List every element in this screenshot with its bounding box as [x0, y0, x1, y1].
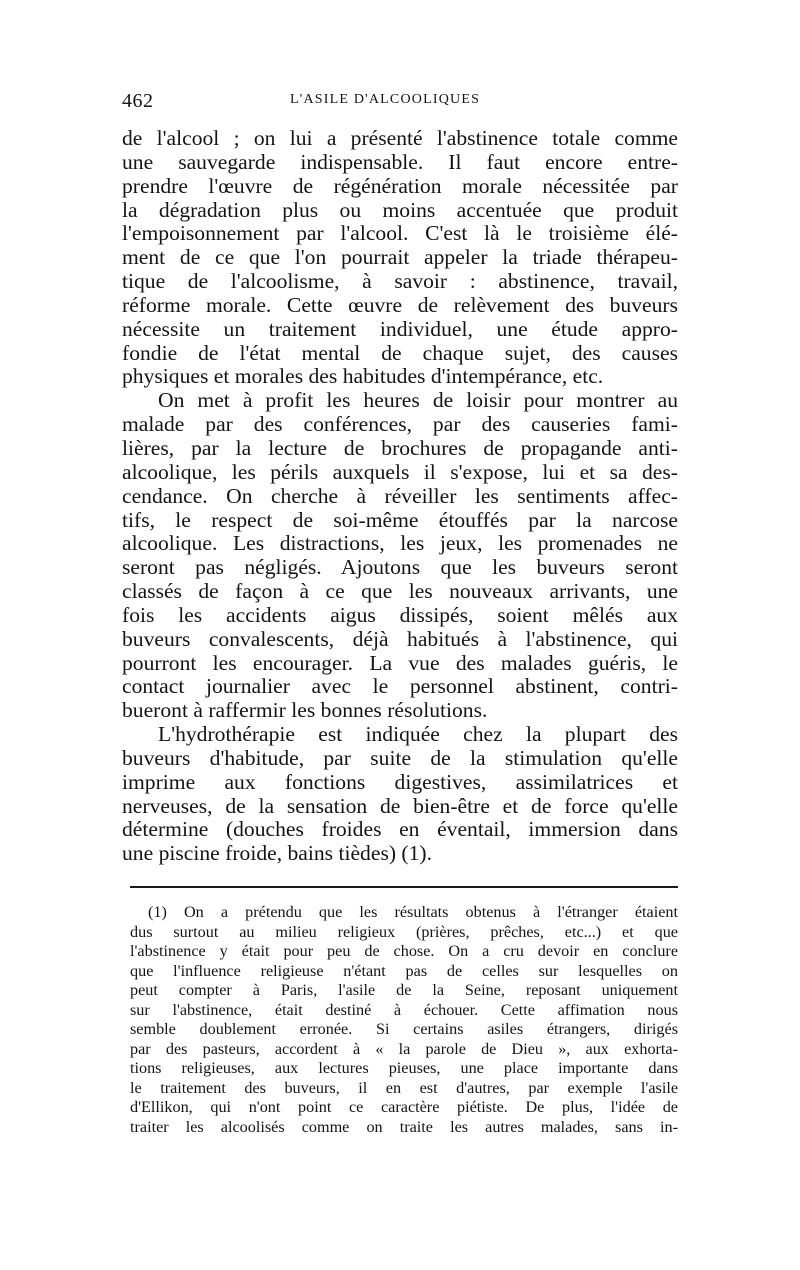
text-line: classés de façon à ce que les nouveaux arrivants, une: [122, 579, 678, 604]
text-line: tique de l'alcoolisme, à savoir : abstinence, travail,: [122, 269, 678, 294]
text-line: cendance. On cherche à réveiller les sentiments affec-: [122, 483, 678, 508]
footnote-line: (1) On a prétendu que les résultats obtenus à l'étranger étaient: [148, 903, 678, 921]
text-line: une sauvegarde indispensable. Il faut encore entre-: [122, 149, 678, 174]
text-line: malade par des conférences, par des causeries fami-: [122, 412, 678, 437]
text-line: L'hydrothérapie est indiquée chez la plupart des: [158, 722, 678, 747]
footnote-line: traiter les alcoolisés comme on traite les autres malades, sans in-: [130, 1118, 678, 1137]
main-text: [122, 127, 678, 866]
text-line: imprime aux fonctions digestives, assimilatrices et: [122, 769, 678, 794]
running-title: L'ASILE D'ALCOOLIQUES: [290, 92, 481, 107]
text-line: lières, par la lecture de brochures de propagande anti-: [122, 435, 678, 460]
text-line: buveurs d'habitude, par suite de la stimulation qu'elle: [122, 745, 678, 770]
footnote-line: semble doublement erronée. Si certains asiles étrangers, dirigés: [130, 1020, 678, 1039]
page-header: [122, 90, 678, 120]
text-line: fois les accidents aigus dissipés, soient mêlés aux: [122, 602, 678, 627]
text-line: une piscine froide, bains tièdes) (1).: [122, 841, 433, 866]
text-line: tifs, le respect de soi-même étouffés par la narcose: [122, 507, 678, 532]
footnote-line: que l'influence religieuse n'étant pas de celles sur lesquelles on: [130, 961, 678, 980]
text-line: contact journalier avec le personnel abstinent, contri-: [122, 674, 678, 699]
footnote-line: tions religieuses, aux lectures pieuses, une place importante dans: [130, 1059, 678, 1078]
text-line: l'empoisonnement par l'alcool. C'est là le troisième élé-: [122, 221, 678, 246]
text-line: prendre l'œuvre de régénération morale nécessitée par: [122, 173, 678, 198]
text-line: ment de ce que l'on pourrait appeler la triade thérapeu-: [122, 245, 678, 270]
footnote-line: le traitement des buveurs, il en est d'autres, par exemple l'asile: [130, 1078, 678, 1097]
footnote-line: par des pasteurs, accordent à « la parole de Dieu », aux exhorta-: [130, 1039, 678, 1058]
text-line: nerveuses, de la sensation de bien-être et de force qu'elle: [122, 793, 678, 818]
text-line: nécessite un traitement individuel, une étude appro-: [122, 316, 678, 341]
footnote-line: d'Ellikon, qui n'ont point ce caractère piétiste. De plus, l'idée de: [130, 1098, 678, 1117]
text-line: détermine (douches froides en éventail, immersion dans: [122, 817, 678, 842]
text-line: de l'alcool ; on lui a présenté l'abstinence totale comme: [122, 126, 678, 150]
footnote: [130, 903, 678, 1138]
text-line: seront pas négligés. Ajoutons que les buveurs seront: [122, 555, 678, 580]
page-number: 462: [122, 90, 154, 112]
text-line: pourront les encourager. La vue des malades guéris, le: [122, 650, 678, 675]
text-line: la dégradation plus ou moins accentuée que produit: [122, 197, 678, 222]
text-line: physiques et morales des habitudes d'intempérance, etc.: [122, 364, 604, 389]
footnote-rule: [130, 886, 678, 888]
text-line: buveurs convalescents, déjà habitués à l'abstinence, qui: [122, 626, 678, 651]
footnote-line: peut compter à Paris, l'asile de la Seine, reposant uniquement: [130, 981, 678, 1000]
text-line: alcoolique, les périls auxquels il s'expose, lui et sa des-: [122, 459, 678, 484]
text-line: fondie de l'état mental de chaque sujet, des causes: [122, 340, 678, 365]
footnote-line: sur l'abstinence, était destiné à échouer. Cette affimation nous: [130, 1000, 678, 1019]
text-line: réforme morale. Cette œuvre de relèvement des buveurs: [122, 292, 678, 317]
footnote-line: l'abstinence y était pour peu de chose. On a cru devoir en conclure: [130, 942, 678, 961]
text-line: bueront à raffermir les bonnes résolutions.: [122, 698, 488, 723]
footnote-line: dus surtout au milieu religieux (prières, prêches, etc...) et que: [130, 922, 678, 941]
text-line: On met à profit les heures de loisir pour montrer au: [158, 388, 678, 413]
text-line: alcoolique. Les distractions, les jeux, les promenades ne: [122, 531, 678, 556]
